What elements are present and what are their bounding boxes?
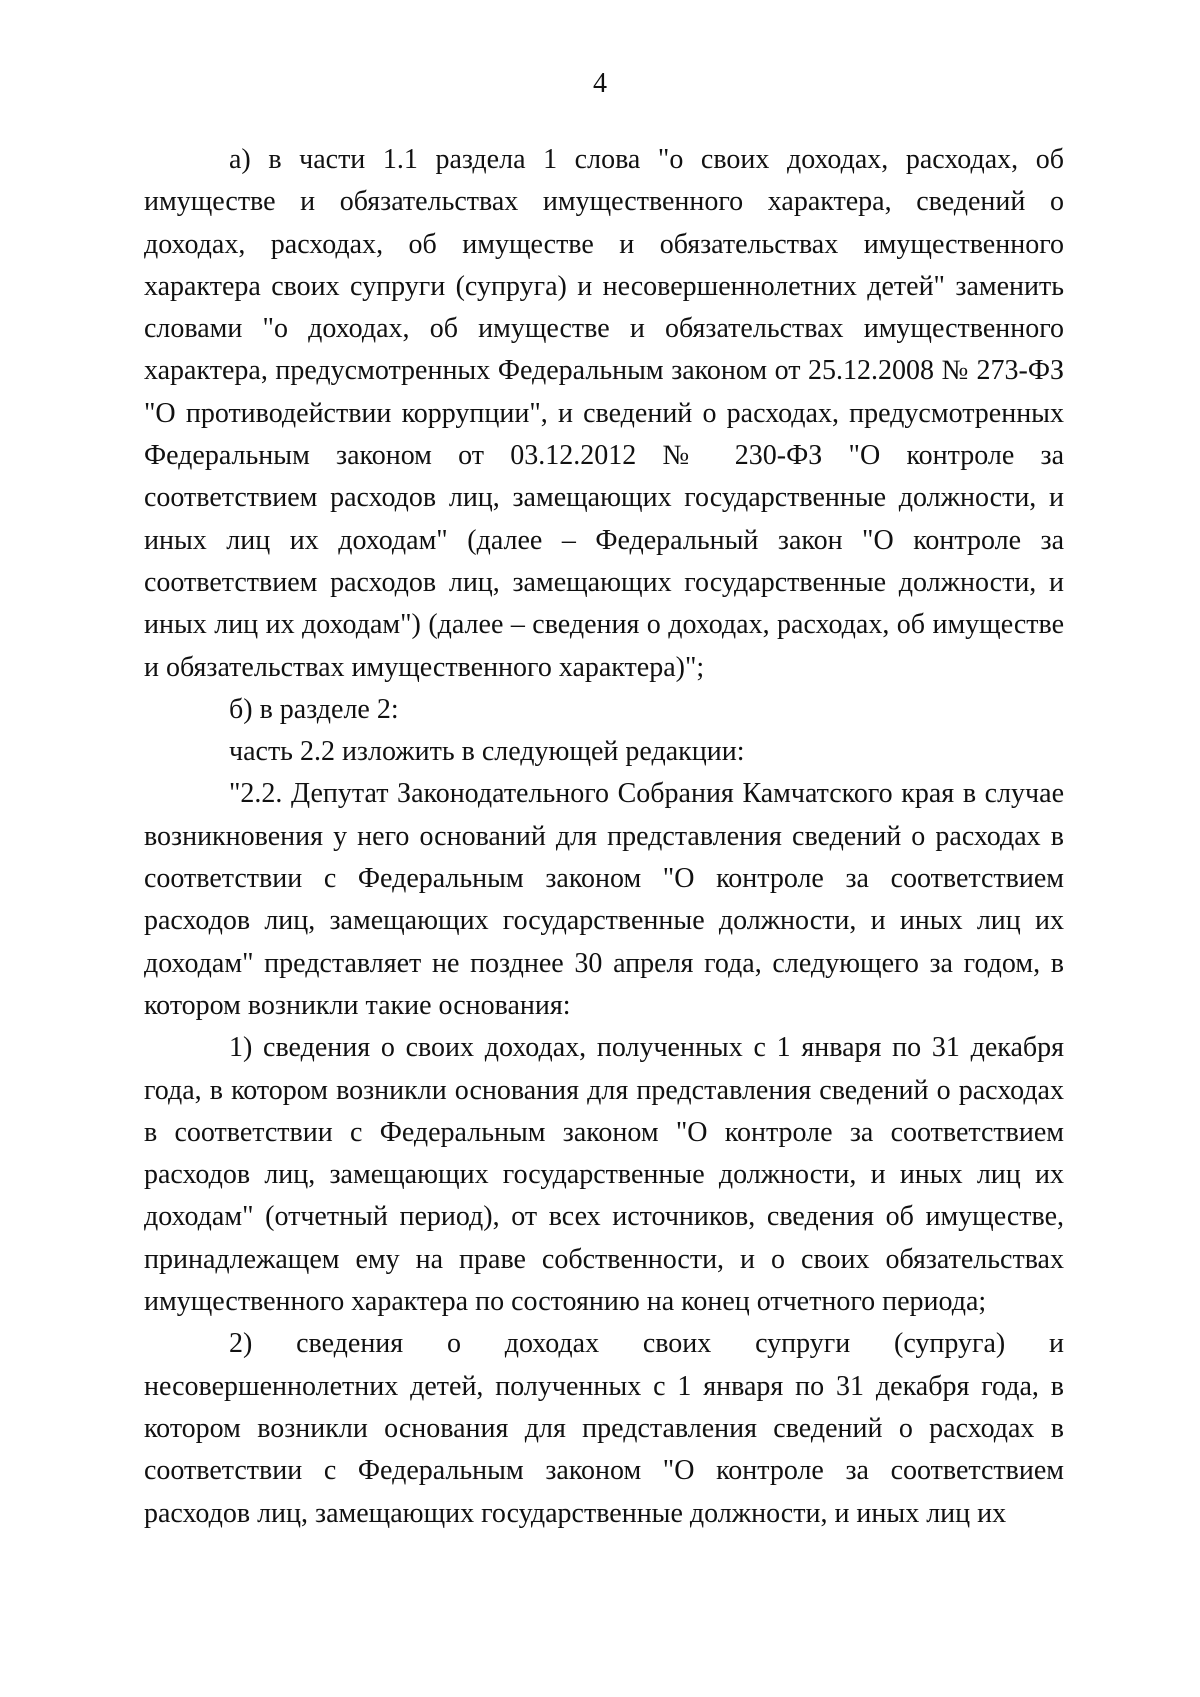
paragraph-item-1: 1) сведения о своих доходах, полученных с 1 января по 31 декабря года, в котором возникли основания для представления сведений о расходах в соответствии с Федеральным законом "О контроле за соответствием расходов лиц, замещающих государственные должности, и иных лиц их доходам" (отчетный период), от всех источников, сведения об имуществе, принадлежащем ему на праве собственности, и о своих обязательствах имущественного характера по состоянию на конец отчетного периода; xyxy=(144,1032,1064,1318)
paragraph-amendment-b: б) в разделе 2: xyxy=(229,693,399,725)
paragraph-amendment-a: а) в части 1.1 раздела 1 слова "о своих доходах, расходах, об имуществе и обязательствах имущественного характера, сведений о доходах, расходах, об имуществе и обязательствах имущественного характера своих супруги (супруга) и несовершеннолетних детей" заменить словами "о доходах, об имуществе и обязательствах имущественного характера, предусмотренных Федеральным законом от 25.12.2008 № 273-ФЗ "О противодействии коррупции", и сведений о расходах, предусмотренных Федеральным законом от 03.12.2012 № 230-ФЗ "О контроле за соответствием расходов лиц, замещающих государственные должности, и иных лиц их доходам" (далее – Федеральный закон "О контроле за соответствием расходов лиц, замещающих государственные должности, и иных лиц их доходам") (далее – сведения о доходах, расходах, об имуществе и обязательствах имущественного характера)"; xyxy=(144,144,1064,683)
paragraph-item-2: 2) сведения о доходах своих супруги (супруга) и несовершеннолетних детей, полученных с 1 января по 31 декабря года, в котором возникли основания для представления сведений о расходах в соответствии с Федеральным законом "О контроле за соответствием расходов лиц, замещающих государственные должности, и иных лиц их xyxy=(144,1328,1064,1529)
paragraph-part-2-2-intro: часть 2.2 изложить в следующей редакции: xyxy=(229,736,745,768)
paragraph-part-2-2: "2.2. Депутат Законодательного Собрания Камчатского края в случае возникновения у него оснований для представления сведений о расходах в соответствии с Федеральным законом "О контроле за соответствием расходов лиц, замещающих государственные должности, и иных лиц их доходам" представляет не позднее 30 апреля года, следующего за годом, в котором возникли такие основания: xyxy=(144,778,1064,1021)
page-number: 4 xyxy=(593,68,607,99)
document-body xyxy=(144,139,1064,1535)
